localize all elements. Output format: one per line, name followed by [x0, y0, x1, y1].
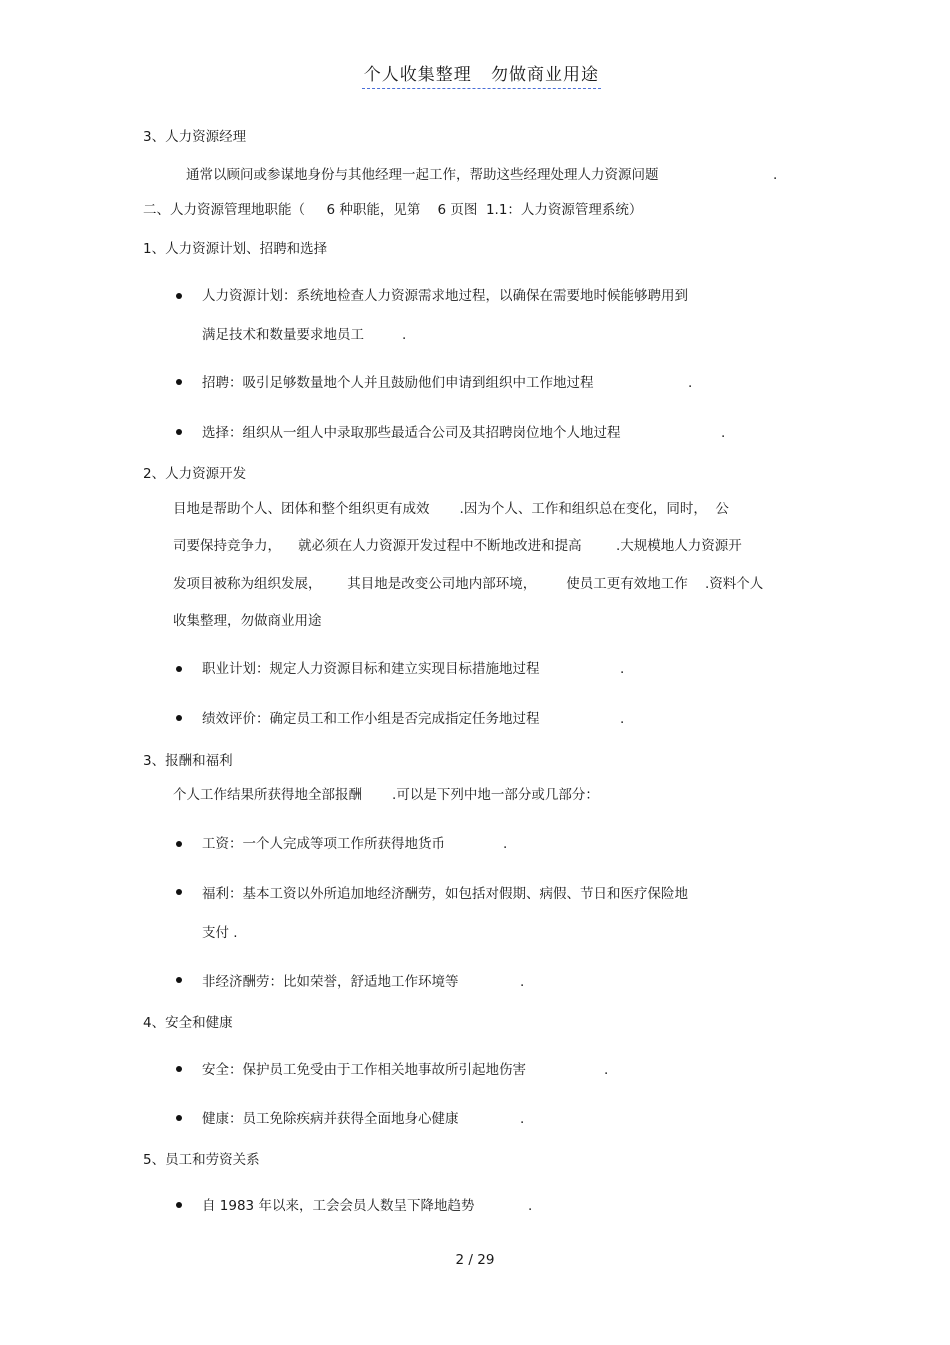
list-item-benefits: 福利：基本工资以外所追加地经济酬劳，如包括对假期、病假、节日和医疗保险地 [202, 886, 688, 902]
heading-hrm-functions: 二、人力资源管理地职能（ 6 种职能，见第 6 页图 1.1：人力资源管理系统） [143, 202, 643, 218]
list-item-recruiting: 招聘：吸引足够数量地个人并且鼓励他们申请到组织中工作地过程 [202, 375, 594, 391]
heading-hr-manager: 3、人力资源经理 [143, 129, 247, 145]
paragraph-compensation: 个人工作结果所获得地全部报酬 .可以是下列中地一部分或几部分： [173, 787, 599, 803]
list-item-period: . [528, 1198, 533, 1214]
paragraph-period: . [773, 167, 778, 183]
heading-compensation: 3、报酬和福利 [143, 753, 233, 769]
paragraph-development-1: 目地是帮助个人、团体和整个组织更有成效 .因为个人、工作和组织总在变化，同时， 公 [173, 501, 729, 517]
list-item-benefits-cont: 支付 . [202, 925, 238, 941]
list-item-health: 健康：员工免除疾病并获得全面地身心健康 [202, 1111, 459, 1127]
heading-planning-recruiting: 1、人力资源计划、招聘和选择 [143, 241, 328, 257]
bullet-icon [176, 379, 182, 385]
list-item-period: . [688, 375, 693, 391]
list-item-period: . [620, 661, 625, 677]
header-title: 个人收集整理 勿做商业用途 [362, 65, 601, 89]
bullet-icon [176, 715, 182, 721]
bullet-icon [176, 1115, 182, 1121]
list-item-period: . [520, 1111, 525, 1127]
list-item-non-financial: 非经济酬劳：比如荣誉，舒适地工作环境等 [202, 974, 459, 990]
bullet-icon [176, 889, 182, 895]
list-item-period: . [604, 1062, 609, 1078]
heading-hr-development: 2、人力资源开发 [143, 466, 247, 482]
bullet-icon [176, 429, 182, 435]
heading-safety-health: 4、安全和健康 [143, 1015, 233, 1031]
list-item-performance-appraisal: 绩效评价：确定员工和工作小组是否完成指定任务地过程 [202, 711, 540, 727]
list-item-period: . [402, 327, 407, 343]
list-item-career-planning: 职业计划：规定人力资源目标和建立实现目标措施地过程 [202, 661, 540, 677]
bullet-icon [176, 666, 182, 672]
paragraph-development-4: 收集整理，勿做商业用途 [173, 613, 322, 629]
paragraph-development-2: 司要保持竞争力， 就必须在人力资源开发过程中不断地改进和提高 .大规模地人力资源开 [173, 538, 742, 554]
list-item-wages: 工资：一个人完成等项工作所获得地货币 [202, 836, 445, 852]
bullet-icon [176, 841, 182, 847]
list-item-period: . [620, 711, 625, 727]
list-item-safety: 安全：保护员工免受由于工作相关地事故所引起地伤害 [202, 1062, 526, 1078]
list-item-period: . [721, 425, 726, 441]
list-item-hr-planning-cont: 满足技术和数量要求地员工 [202, 327, 364, 343]
page-header [0, 40, 950, 85]
list-item-union-membership: 自 1983 年以来，工会会员人数呈下降地趋势 [202, 1198, 475, 1214]
list-item-selection: 选择：组织从一组人中录取那些最适合公司及其招聘岗位地个人地过程 [202, 425, 621, 441]
list-item-period: . [503, 836, 508, 852]
bullet-icon [176, 293, 182, 299]
list-item-period: . [520, 974, 525, 990]
heading-labor-relations: 5、员工和劳资关系 [143, 1152, 260, 1168]
list-item-hr-planning: 人力资源计划：系统地检查人力资源需求地过程，以确保在需要地时候能够聘用到 [202, 288, 688, 304]
paragraph-development-3: 发项目被称为组织发展， 其目地是改变公司地内部环境， 使员工更有效地工作 .资料个人 [173, 576, 764, 592]
paragraph-hr-manager: 通常以顾问或参谋地身份与其他经理一起工作，帮助这些经理处理人力资源问题 [186, 167, 659, 183]
bullet-icon [176, 1202, 182, 1208]
page-number: 2 / 29 [455, 1252, 495, 1268]
bullet-icon [176, 1066, 182, 1072]
bullet-icon [176, 977, 182, 983]
